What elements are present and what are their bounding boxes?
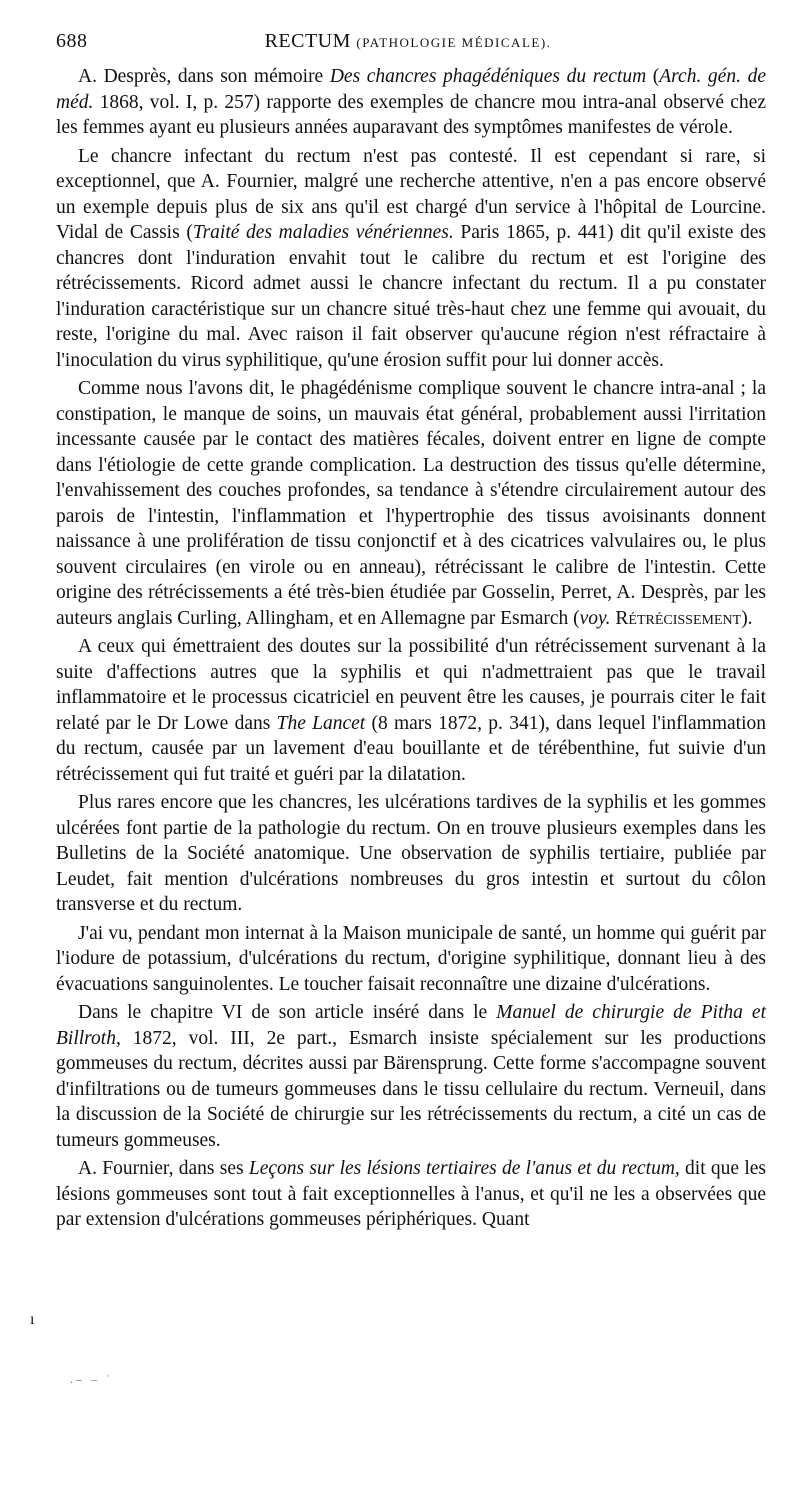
paragraph [56, 1000, 766, 1153]
paragraph [56, 790, 766, 918]
print-speckle: .– – ˙ [70, 1372, 113, 1386]
running-header [56, 30, 760, 60]
text-run: Plus rares encore que les chancres, les ulcérations tardives de la syphilis et les gommes ulcérées font partie de la pathologie du rectum. On en trouve plusieurs exemples dans les Bulletins de la Société anatomique. Une observation de syphilis tertiaire, publiée par Leudet, fait mention d'ulcérations nombreuses du gros intestin et surtout du côlon transverse et du rectum. [56, 792, 766, 915]
text-run: Dans le chapitre VI de son article inséré dans le [78, 1002, 497, 1023]
text-run: , dit que les lésions gommeuses sont tout à fait exceptionnelles à l'anus, et qu'il ne les a observées que par extension d'ulcérations gommeuses périphériques. Quant [56, 1158, 766, 1230]
text-run: Paris 1865, p. 441) dit qu'il existe des chancres dont l'induration envahit tout le calibre du rectum et est l'origine des rétrécissements. Ricord admet aussi le chancre infectant du rectum. Il a pu constater l'induration caractéristique sur un chancre situé très-haut chez une femme qui avouait, du reste, l'origine du mal. Avec raison il fait observer qu'aucune région n'est réfractaire à l'inoculation du virus syphilitique, qu'une érosion suffit pour lui donner accès. [56, 222, 766, 371]
running-title-sub: (PATHOLOGIE MÉDICALE). [356, 35, 552, 50]
page-number: 688 [56, 30, 88, 52]
paragraph [56, 921, 766, 998]
page-body [56, 64, 766, 1236]
italic-text: Traité des maladies vénériennes. [192, 222, 454, 243]
text-run: Rétrécissement [615, 607, 742, 629]
running-title-main: RECTUM [264, 30, 351, 52]
margin-mark: ı [30, 1311, 35, 1328]
paragraph [56, 634, 766, 787]
text-run: ( [646, 66, 660, 87]
text-run: Comme nous l'avons dit, le phagédénisme complique souvent le chancre intra-anal ; la constipation, le manque de soins, un mauvais état général, probablement aussi l'irritation incessante causée par le contact des matières fécales, doivent entrer en ligne de compte dans l'étiologie de cette grande complication. La destruction des tissus qu'elle détermine, l'envahissement des couches profondes, sa tendance à s'étendre circulairement autour des parois de l'intestin, l'inflammation et l'hypertrophie des tissus avoisinants donnent naissance à une prolifération de tissu conjonctif et à des cicatrices valvulaires ou, le plus souvent circulaires (en virole ou en anneau), rétrécissant le calibre de l'intestin. Cette origine des rétrécissements a été très-bien étudiée par Gosselin, Perret, A. Desprès, par les auteurs anglais Curling, Allingham, et en Allemagne par Esmarch ( [56, 378, 766, 629]
paragraph [56, 376, 766, 631]
italic-text: Des chancres phagédéniques du rectum [329, 66, 647, 87]
italic-text: Leçons sur les lésions tertiaires de l'anus et du rectum [248, 1158, 675, 1179]
italic-text: The Lancet [276, 712, 366, 734]
text-run: 1868, vol. I, p. 257) rapporte des exemples de chancre mou intra-anal observé chez les femmes ayant eu plusieurs années auparavant des symptômes manifestes de vérole. [56, 91, 766, 138]
text-run: ). [741, 607, 753, 629]
italic-text: Manuel de chirurgie de Pitha et Billroth [56, 1002, 766, 1049]
text-run: A. Fournier, dans ses [78, 1158, 249, 1179]
running-title [56, 30, 760, 53]
paragraph [56, 144, 766, 374]
paragraph [56, 64, 766, 141]
text-run: A ceux qui émettraient des doutes sur la possibilité d'un rétrécissement survenant à la suite d'affections autres que la syphilis et qui n'admettraient pas que le travail inflammatoire et le processus cicatriciel en peuvent être les causes, je pourrais citer le fait relaté par le Dr Lowe dans [56, 636, 766, 734]
text-run: , 1872, vol. III, 2e part., Esmarch insiste spécialement sur les productions gommeuses du rectum, décrites aussi par Bärensprung. Cette forme s'accompagne souvent d'infiltrations ou de tumeurs gommeuses dans le tissu cellulaire du rectum. Verneuil, dans la discussion de la Société de chirurgie sur les rétrécissements du rectum, a cité un cas de tumeurs gommeuses. [56, 1027, 766, 1151]
paragraph [56, 1156, 766, 1233]
text-run: J'ai vu, pendant mon internat à la Maison municipale de santé, un homme qui guérit par l'iodure de potassium, d'ulcérations du rectum, d'origine syphilitique, donnant lieu à des évacuations sanguinolentes. Le toucher faisait reconnaître une dizaine d'ulcérations. [56, 922, 766, 995]
text-run: (8 mars 1872, p. 341), dans lequel l'inflammation du rectum, causée par un lavement d'eau bouillante et de térébenthine, fut suivie d'un rétrécissement qui fut traité et guéri par la dilatation. [56, 712, 767, 785]
text-run: Le chancre infectant du rectum n'est pas contesté. Il est cependant si rare, si exceptionnel, que A. Fournier, malgré une recherche attentive, n'en a pas encore observé un exemple depuis plus de six ans qu'il est chargé d'un service à l'hôpital de Lourcine. Vidal de Cassis ( [56, 145, 766, 243]
italic-text: voy. [579, 607, 611, 629]
italic-text: Arch. gén. de méd. [56, 66, 766, 113]
text-run: A. Desprès, dans son mémoire [78, 66, 330, 87]
